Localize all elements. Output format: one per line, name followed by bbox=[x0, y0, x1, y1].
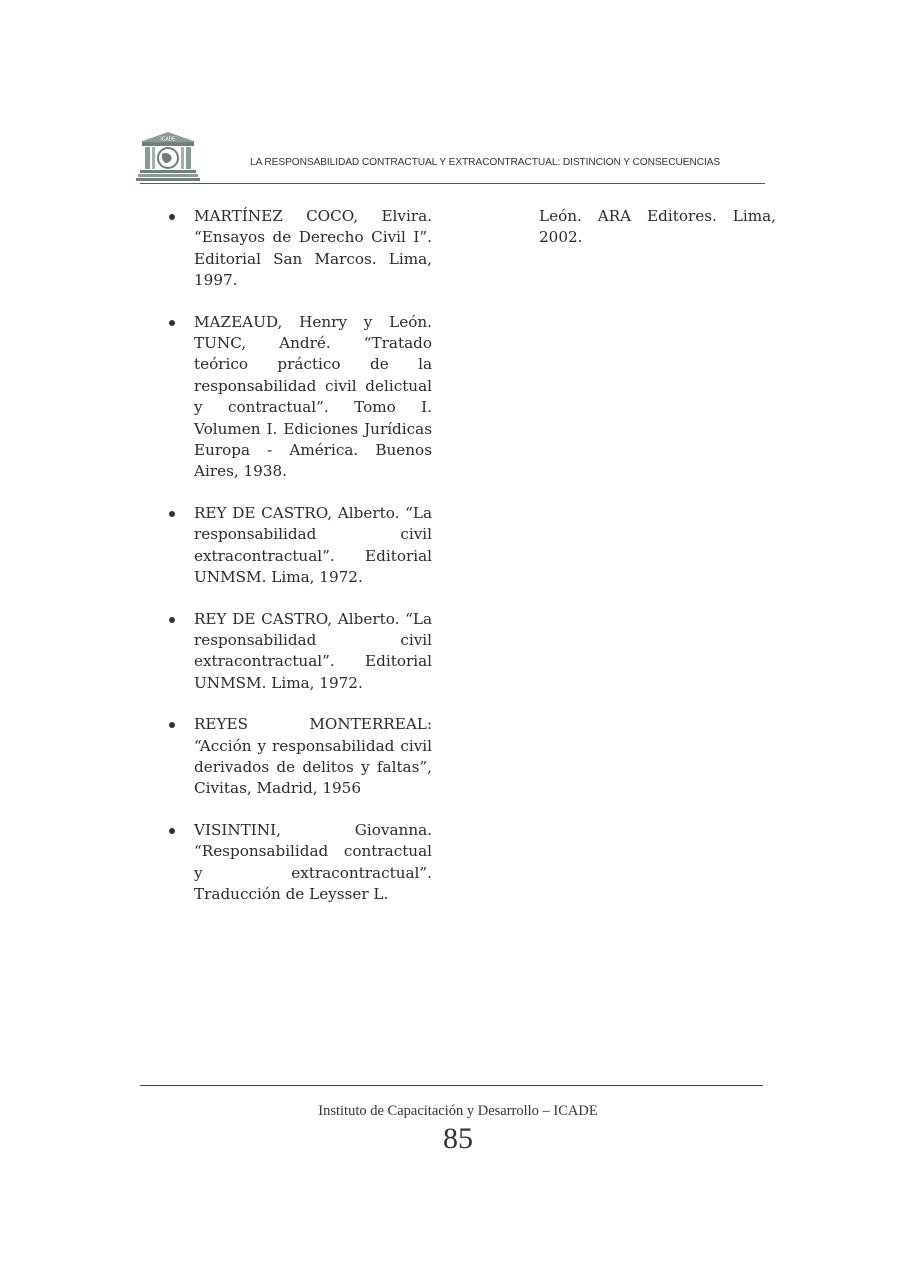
bullet-icon bbox=[169, 828, 175, 834]
references-column-left bbox=[194, 206, 432, 925]
reference-item bbox=[194, 820, 432, 906]
logo-text: ICADE bbox=[160, 136, 176, 143]
reference-continuation-text: León. ARA Editores. Lima, 2002. bbox=[539, 207, 776, 247]
bullet-icon bbox=[169, 511, 175, 517]
reference-item bbox=[194, 714, 432, 800]
footer-institution: Instituto de Capacitación y Desarrollo – ICADE bbox=[318, 1103, 598, 1119]
bullet-icon bbox=[169, 722, 175, 728]
reference-text: REYES MONTERREAL: “Acción y responsabilidad civil derivados de delitos y faltas”, Civitas, Madrid, 1956 bbox=[194, 715, 432, 798]
running-header-title: LA RESPONSABILIDAD CONTRACTUAL Y EXTRACONTRACTUAL: DISTINCION Y CONSECUENCIAS bbox=[250, 157, 721, 168]
header-logo bbox=[136, 130, 200, 182]
icade-courthouse-logo-icon bbox=[136, 130, 200, 182]
reference-item bbox=[194, 609, 432, 695]
reference-item bbox=[194, 206, 432, 292]
reference-list bbox=[194, 206, 432, 905]
bullet-icon bbox=[169, 617, 175, 623]
bullet-icon bbox=[169, 320, 175, 326]
reference-text: MAZEAUD, Henry y León. TUNC, André. “Tratado teórico práctico de la responsabilidad civil delictual y contractual”. Tomo I. Volumen I. Ediciones Jurídicas Europa - América. Buenos Aires, 1938. bbox=[194, 312, 432, 481]
reference-text: MARTÍNEZ COCO, Elvira. “Ensayos de Derecho Civil I”. Editorial San Marcos. Lima, 1997. bbox=[194, 207, 432, 290]
reference-text: REY DE CASTRO, Alberto. “La responsabilidad civil extracontractual”. Editorial UNMSM. Lima, 1972. bbox=[194, 503, 432, 587]
reference-item bbox=[194, 312, 432, 483]
references-column-right bbox=[539, 206, 776, 249]
header-divider bbox=[140, 183, 765, 184]
bullet-icon bbox=[169, 214, 175, 220]
footer-divider bbox=[140, 1085, 763, 1086]
page-number: 85 bbox=[443, 1122, 473, 1155]
reference-text: VISINTINI, Giovanna. “Responsabilidad contractual y extracontractual”. Traducción de Leysser L. bbox=[194, 820, 432, 903]
reference-item bbox=[194, 503, 432, 589]
reference-text: REY DE CASTRO, Alberto. “La responsabilidad civil extracontractual”. Editorial UNMSM. Lima, 1972. bbox=[194, 609, 432, 692]
